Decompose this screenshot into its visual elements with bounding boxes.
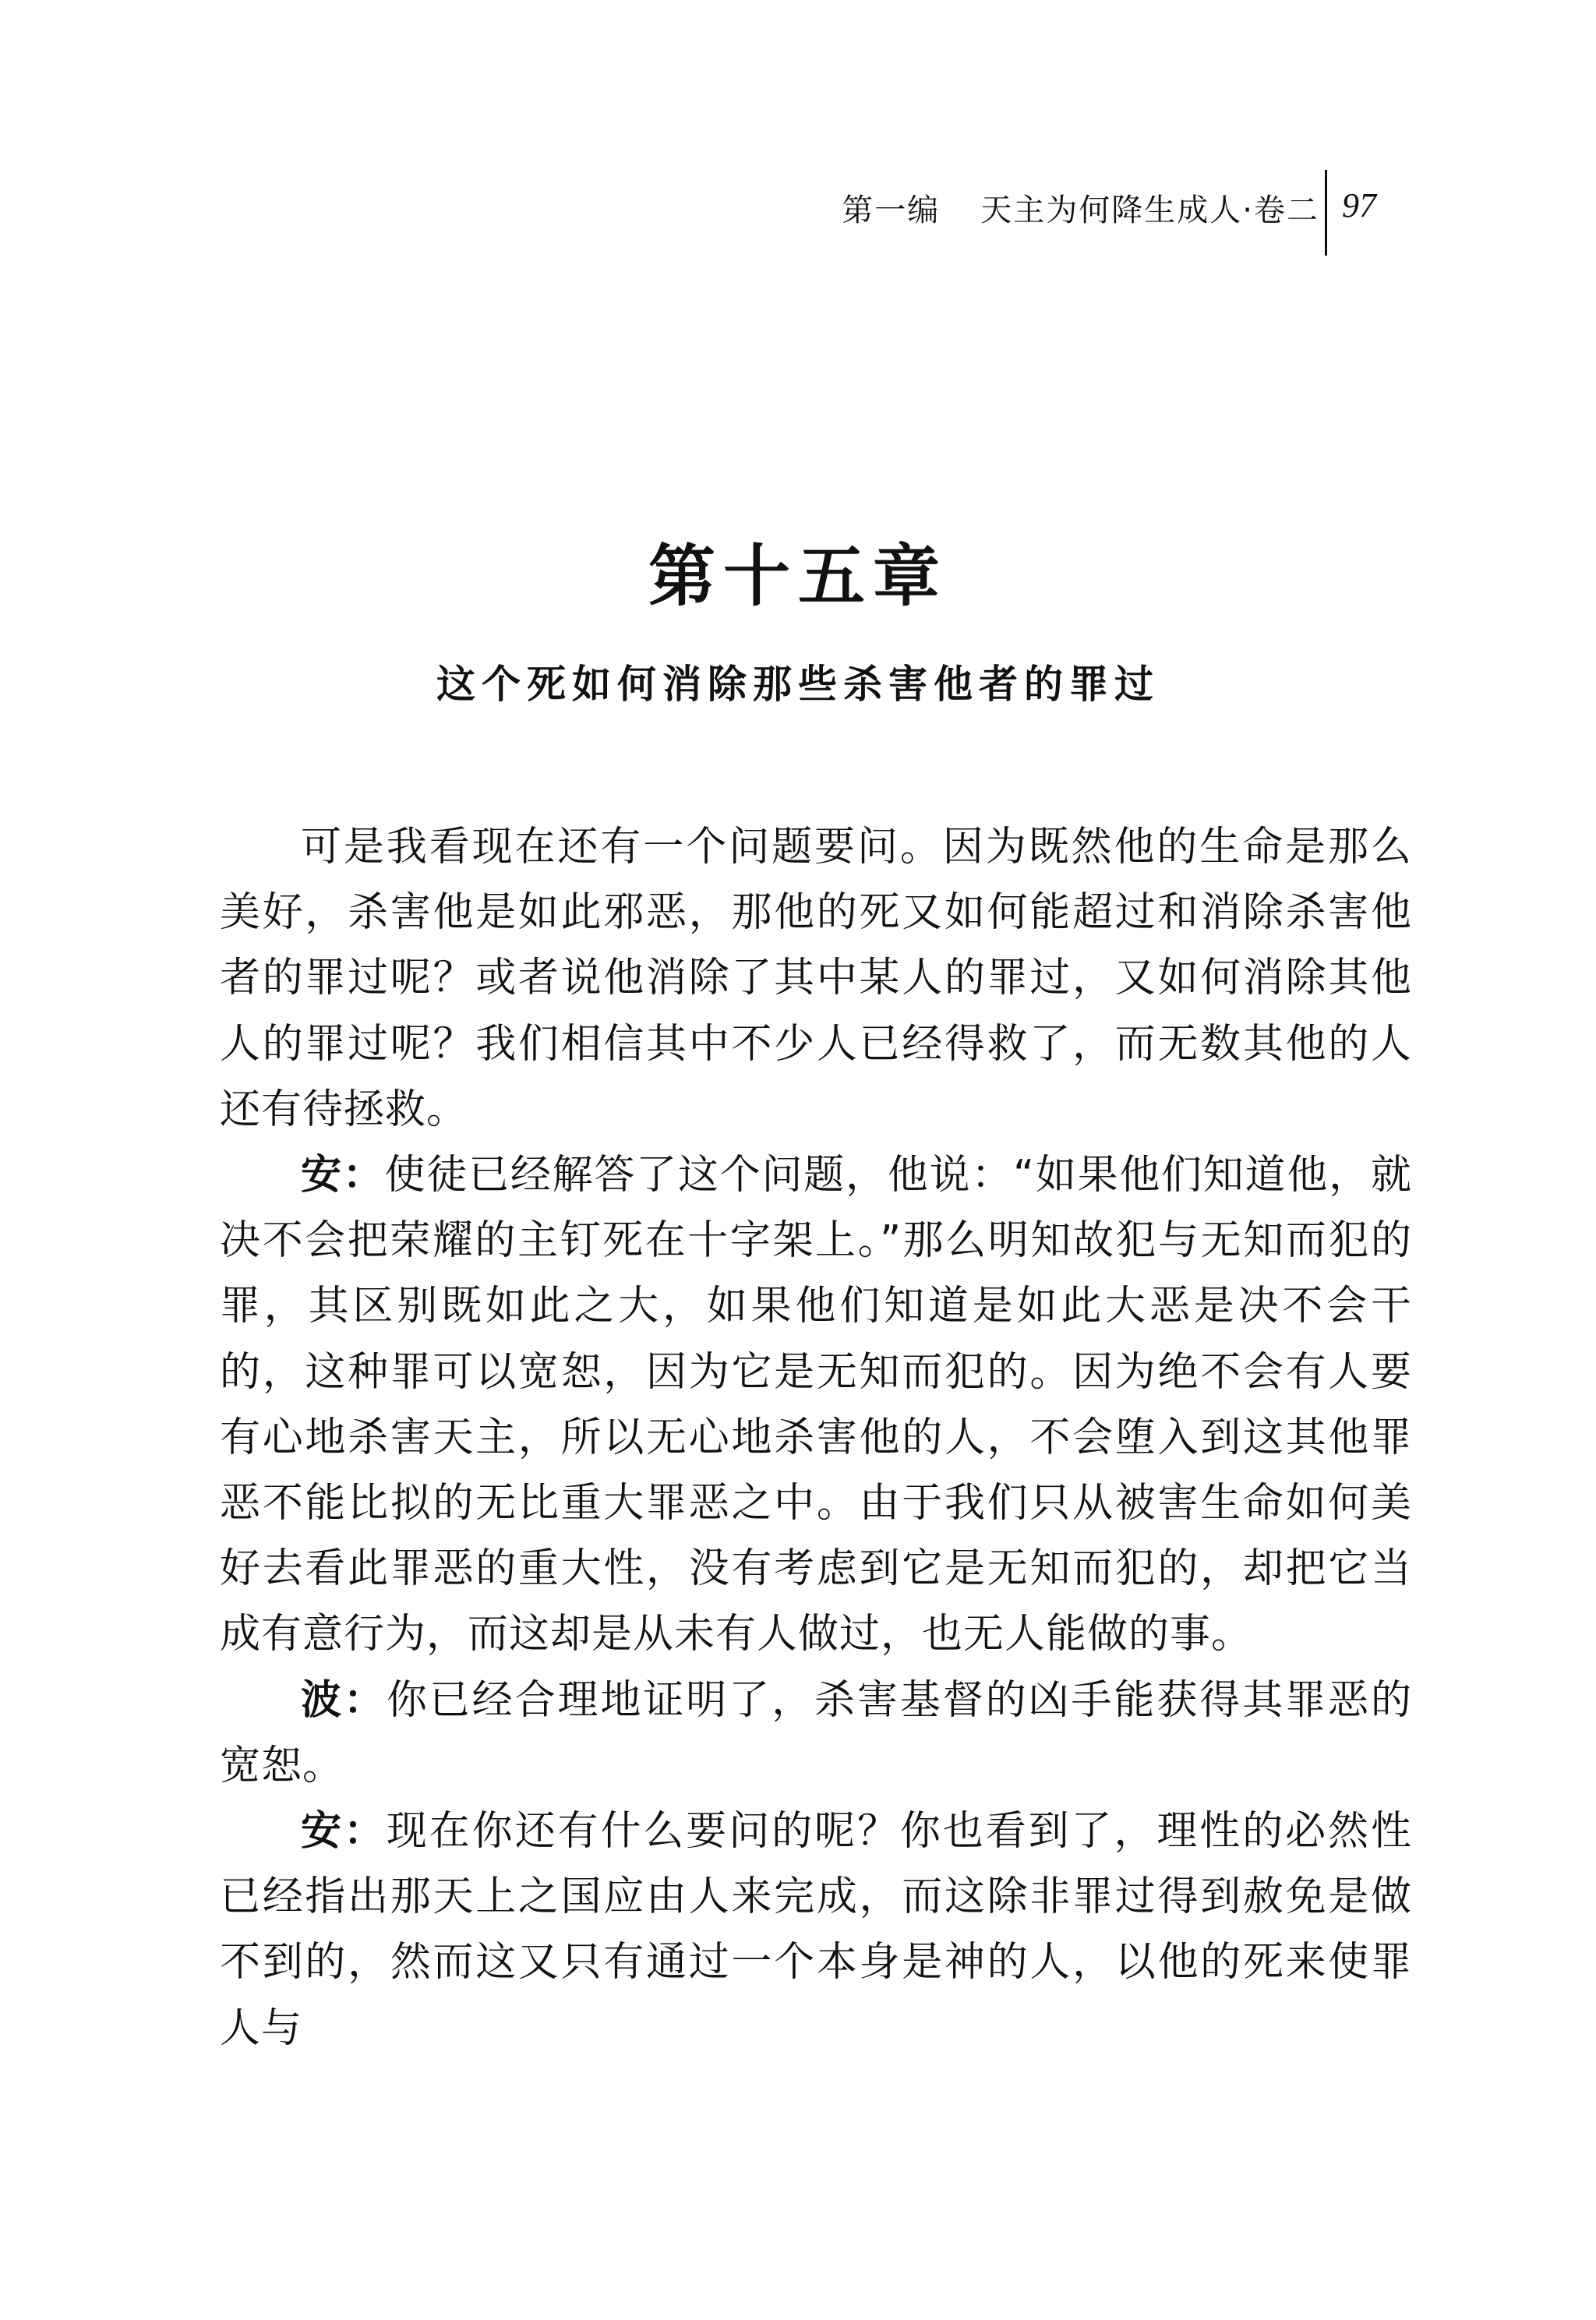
running-head-divider [1325,170,1327,256]
speaker-label: 安： [301,1152,385,1199]
page-number: 97 [1342,186,1376,224]
paragraph [220,1142,1412,1668]
paragraph [220,1668,1412,1799]
paragraph-text: 你已经合理地证明了，杀害基督的凶手能获得其罪恶的宽恕。 [220,1676,1412,1789]
paragraph-text: 可是我看现在还有一个问题要问。因为既然他的生命是那么美好，杀害他是如此邪恶，那他的死又如何能超过和消除杀害他者的罪过呢？或者说他消除了其中某人的罪过，又如何消除其他人的罪过呢？我们相信其中不少人已经得救了，而无数其他的人还有待拯救。 [220,824,1412,1133]
speaker-label: 安： [301,1808,387,1856]
speaker-label: 波： [301,1676,387,1724]
running-head-section: 第一编 [842,192,941,228]
paragraph-text: 使徒已经解答了这个问题，他说：“如果他们知道他，就决不会把荣耀的主钉死在十字架上。”那么明知故犯与无知而犯的罪，其区别既如此之大，如果他们知道是如此大恶是决不会干的，这种罪可以宽恕，因为它是无知而犯的。因为绝不会有人要有心地杀害天主，所以无心地杀害他的人，不会堕入到这其他罪恶不能比拟的无比重大罪恶之中。由于我们只从被害生命如何美好去看此罪恶的重大性，没有考虑到它是无知而犯的，却把它当成有意行为，而这却是从未有人做过，也无人能做的事。 [220,1152,1412,1658]
running-head-book-title: 天主为何降生成人·卷二 [980,192,1319,228]
running-head-text [842,185,1319,230]
body-text [220,814,1412,2061]
running-head [0,0,1596,265]
paragraph [220,1799,1412,2061]
paragraph-text: 现在你还有什么要问的呢？你也看到了，理性的必然性已经指出那天上之国应由人来完成，而这除非罪过得到赦免是做不到的，然而这又只有通过一个本身是神的人，以他的死来使罪人与 [220,1808,1412,2052]
paragraph [220,814,1412,1142]
chapter-subtitle: 这个死如何消除那些杀害他者的罪过 [436,662,1160,707]
chapter-title: 第十五章 [648,537,948,616]
